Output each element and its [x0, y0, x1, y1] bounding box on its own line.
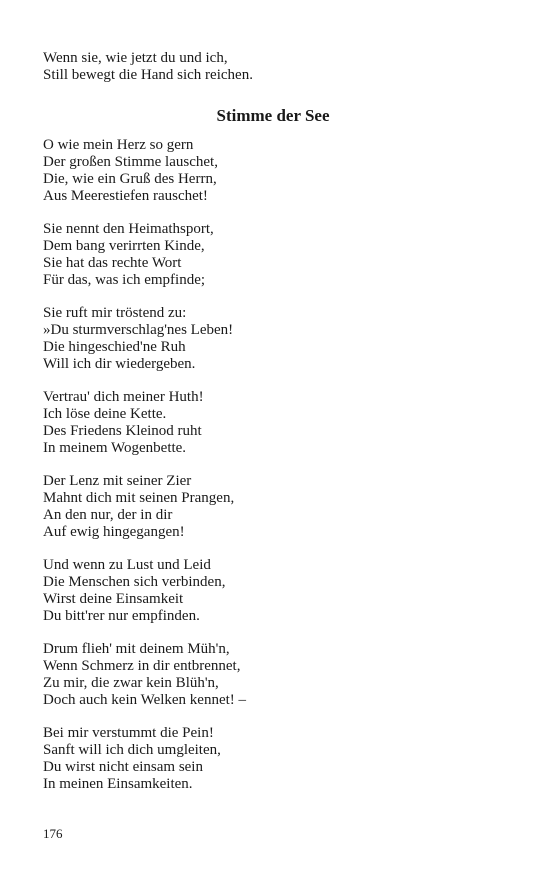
stanza-gap	[43, 289, 503, 305]
stanza-2	[43, 221, 503, 289]
poem-line: Wenn Schmerz in dir entbrennet,	[43, 658, 241, 674]
poem-title: Stimme der See	[216, 106, 330, 125]
poem-line: Dem bang verirrten Kinde,	[43, 238, 205, 254]
stanza-1	[43, 137, 503, 205]
poem-line: Mahnt dich mit seinen Prangen,	[43, 490, 235, 506]
poem-line: Die hingeschied'ne Ruh	[43, 339, 186, 355]
poem-line: Des Friedens Kleinod ruht	[43, 423, 202, 439]
opening-stanza	[43, 50, 503, 84]
poem-line: In meinen Einsamkeiten.	[43, 776, 193, 792]
poem-line: Wenn sie, wie jetzt du und ich,	[43, 50, 228, 66]
poem-line: Die Menschen sich verbinden,	[43, 574, 226, 590]
poem-line: Für das, was ich empfinde;	[43, 272, 206, 288]
stanza-8	[43, 725, 503, 793]
stanza-7	[43, 641, 503, 709]
poem-line: Die, wie ein Gruß des Herrn,	[43, 171, 217, 187]
poem-line: Der großen Stimme lauschet,	[43, 154, 218, 170]
poem-line: Sie nennt den Heimathsport,	[43, 221, 214, 237]
poem-line: O wie mein Herz so gern	[43, 137, 194, 153]
poem-line: Drum flieh' mit deinem Müh'n,	[43, 641, 230, 657]
poem-line: Wirst deine Einsamkeit	[43, 591, 184, 607]
poem-line: Sanft will ich dich umgleiten,	[43, 742, 221, 758]
poem-line: »Du sturmverschlag'nes Leben!	[43, 322, 234, 338]
stanza-gap	[43, 709, 503, 725]
poem-line: Sie hat das rechte Wort	[43, 255, 182, 271]
stanza-3	[43, 305, 503, 373]
poem-line: Will ich dir wiedergeben.	[43, 356, 196, 372]
poem-line: Sie ruft mir tröstend zu:	[43, 305, 187, 321]
poem-line: Der Lenz mit seiner Zier	[43, 473, 192, 489]
stanza-gap	[43, 625, 503, 641]
poem-line: Vertrau' dich meiner Huth!	[43, 389, 204, 405]
poem-line: Zu mir, die zwar kein Blüh'n,	[43, 675, 219, 691]
stanza-gap	[43, 205, 503, 221]
stanza-4	[43, 389, 503, 457]
page-content	[43, 50, 503, 793]
poem-line: In meinem Wogenbette.	[43, 440, 187, 456]
poem-line: Doch auch kein Welken kennet! –	[43, 692, 247, 708]
poem-line: Bei mir verstummt die Pein!	[43, 725, 214, 741]
poem-line: Still bewegt die Hand sich reichen.	[43, 67, 253, 83]
stanza-gap	[43, 373, 503, 389]
stanza-gap	[43, 457, 503, 473]
poem-line: Du bitt'rer nur empfinden.	[43, 608, 200, 624]
poem-line: Aus Meerestiefen rauschet!	[43, 188, 208, 204]
stanza-gap	[43, 541, 503, 557]
poem-line: Auf ewig hingegangen!	[43, 524, 185, 540]
poem-line: Und wenn zu Lust und Leid	[43, 557, 211, 573]
stanza-6	[43, 557, 503, 625]
page-number: 176	[43, 826, 63, 841]
poem-line: Ich löse deine Kette.	[43, 406, 167, 422]
stanza-5	[43, 473, 503, 541]
poem-line: An den nur, der in dir	[43, 507, 173, 523]
poem-line: Du wirst nicht einsam sein	[43, 759, 203, 775]
